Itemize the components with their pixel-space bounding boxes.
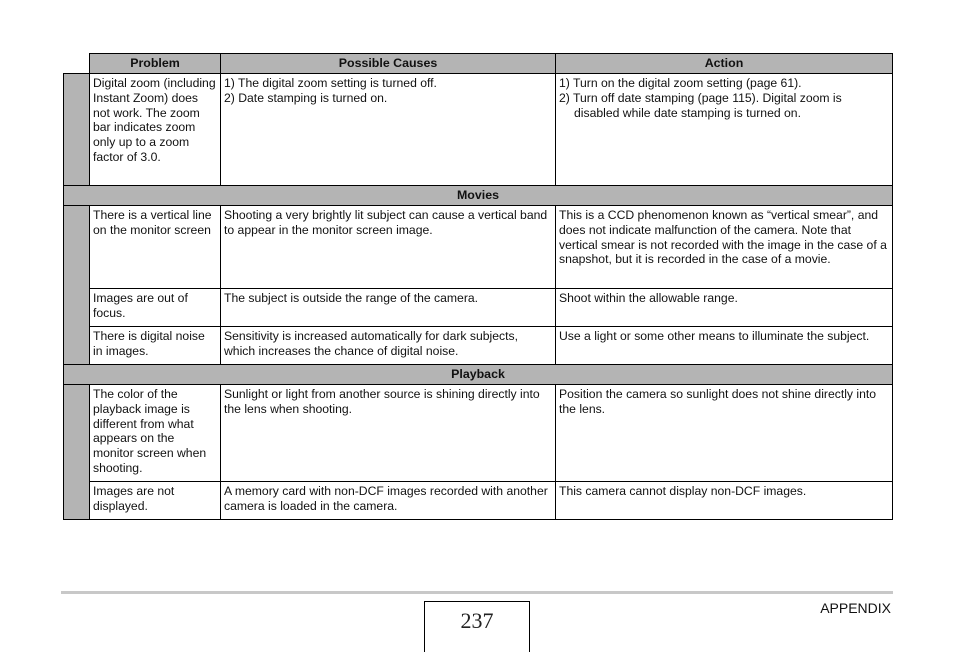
cause-item: 2) Date stamping is turned on. [224, 90, 388, 105]
header-problem: Problem [90, 54, 221, 74]
section-title-movies: Movies [64, 186, 893, 206]
problem-cell: There is digital noise in images. [90, 327, 221, 365]
causes-cell: Shooting a very brightly lit subject can cause a vertical band to appear in the monitor screen image. [221, 206, 556, 289]
action-cell: Position the camera so sunlight does not shine directly into the lens. [556, 385, 893, 482]
header-action: Action [556, 54, 893, 74]
table-row [64, 74, 893, 186]
action-cell: Use a light or some other means to illuminate the subject. [556, 327, 893, 365]
action-cell: This camera cannot display non-DCF images. [556, 482, 893, 520]
table-row [64, 482, 893, 520]
table-row [64, 206, 893, 289]
header-possible-causes: Possible Causes [221, 54, 556, 74]
action-cell: This is a CCD phenomenon known as “vertical smear”, and does not indicate malfunction of the camera. Note that vertical smear is not recorded with the image in the case of a snapshot, but it is recorded in the case of a movie. [556, 206, 893, 289]
cause-item: 1) The digital zoom setting is turned off. [224, 76, 437, 90]
problem-cell: Images are out of focus. [90, 289, 221, 327]
page-number-box [424, 601, 530, 652]
causes-cell: The subject is outside the range of the camera. [221, 289, 556, 327]
problem-cell: Digital zoom (including Instant Zoom) does not work. The zoom bar indicates zoom only up to a zoom factor of 3.0. [90, 74, 221, 186]
section-title-playback: Playback [64, 365, 893, 385]
section-label: APPENDIX [820, 600, 891, 616]
side-tab [64, 206, 90, 365]
troubleshooting-table [63, 53, 892, 520]
table-row [64, 385, 893, 482]
causes-cell [221, 74, 556, 186]
section-row-movies [64, 186, 893, 206]
action-cell: Shoot within the allowable range. [556, 289, 893, 327]
table-row [64, 327, 893, 365]
action-cell [556, 74, 893, 186]
causes-cell: A memory card with non-DCF images recorded with another camera is loaded in the camera. [221, 482, 556, 520]
table-row [64, 289, 893, 327]
problem-cell: Images are not displayed. [90, 482, 221, 520]
footer-rule [61, 591, 893, 594]
action-item: 2) Turn off date stamping (page 115). Digital zoom is disabled while date stamping is turned on. [559, 90, 842, 120]
problem-cell: The color of the playback image is different from what appears on the monitor screen when shooting. [90, 385, 221, 482]
page-number: 237 [460, 608, 494, 633]
side-tab [64, 74, 90, 186]
section-row-playback [64, 365, 893, 385]
side-tab [64, 385, 90, 520]
causes-cell: Sensitivity is increased automatically for dark subjects, which increases the chance of digital noise. [221, 327, 556, 365]
header-row [64, 54, 893, 74]
problem-cell: There is a vertical line on the monitor screen [90, 206, 221, 289]
action-item: 1) Turn on the digital zoom setting (page 61). [559, 76, 802, 90]
header-spacer [64, 54, 90, 74]
causes-cell: Sunlight or light from another source is shining directly into the lens when shooting. [221, 385, 556, 482]
